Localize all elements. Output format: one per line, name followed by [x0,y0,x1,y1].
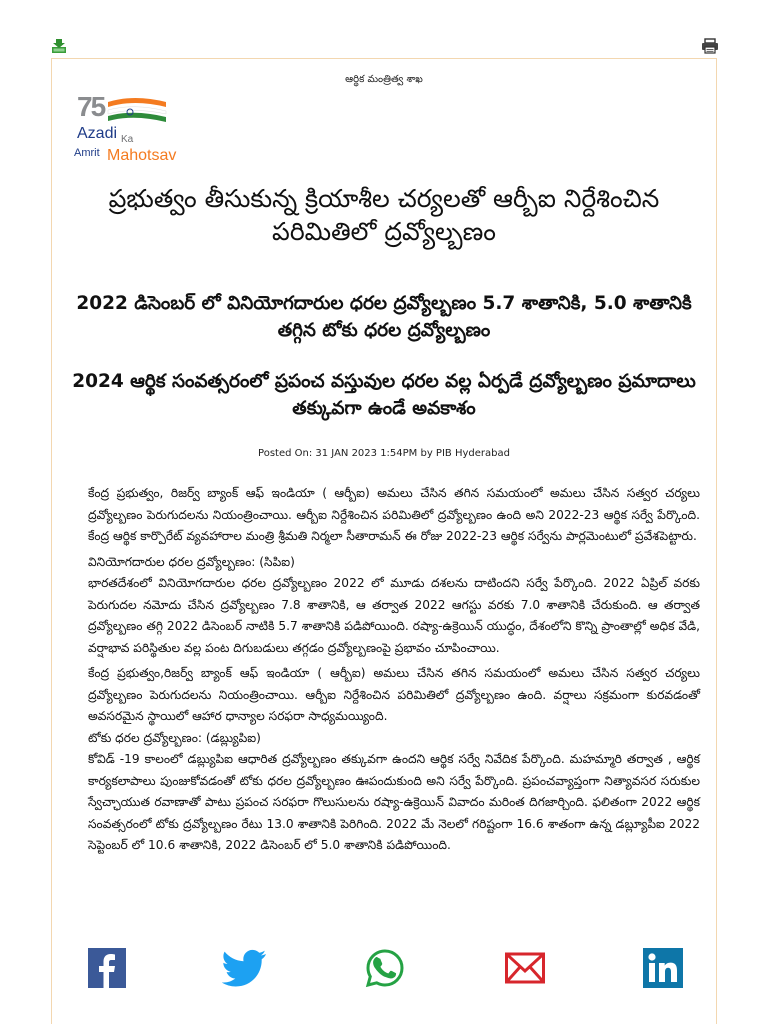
svg-text:Mahotsav: Mahotsav [107,147,177,164]
article-body [88,483,700,861]
azadi-ka-amrit-mahotsav-logo [74,90,199,166]
article-subtitle-2: 2024 ఆర్థిక సంవత్సరంలో ప్రపంచ వస్తువుల ధరల వల్ల ఏర్పడే ద్రవ్యోల్బణం ప్రమాదాలు తక్కువగా ఉండే అవకాశం [72,371,696,419]
section-heading-wpi: టోకు ధరల ద్రవ్యోల్బణం: (డబ్ల్యుపిఐ) [88,730,261,745]
paragraph-wpi: కోవిడ్ -19 కాలంలో డబ్ల్యుపిఐ ఆధారిత ద్రవ్యోల్బణం తక్కువగా ఉందని ఆర్థిక సర్వే నివేదిక పేర్కొంది. మహమ్మారి తర్వాత , ఆర్థిక కార్యకలాపాలు పుంజుకోవడంతో టోకు ధరల ద్రవ్యోల్బణం ఊపందుకుంది అని సర్వే పేర్కొంది. ప్రపంచవ్యాప్తంగా నిత్యావసర సరుకుల స్వేచ్ఛాయుత రవాణాతో పాటు ప్రపంచ సరఫరా గొలుసులను రష్యా-ఉక్రెయిన్ వివాదం మరింత దిగజార్చింది. ఫలితంగా 2022 ఆర్థిక సంవత్సరంలో టోకు ద్రవ్యోల్బణం రేటు 13.0 శాతానికి పెరిగింది. 2022 మే నెలలో గరిష్టంగా 16.6 శాతంగా ఉన్న డబ్ల్యూపీఐ 2022 సెప్టెంబర్ లో 10.6 శాతానికి, 2022 డిసెంబర్ లో 5.0 శాతానికి పడిపోయింది. [88,752,700,852]
ministry-name: ఆర్థిక మంత్రిత్వ శాఖ [345,74,423,85]
print-icon[interactable] [701,38,719,54]
whatsapp-icon[interactable] [365,948,405,988]
article-title: ప్రభుత్వం తీసుకున్న క్రియాశీల చర్యలతో ఆర్బీఐ నిర్దేశించిన పరిమితిలో ద్రవ్యోల్బణం [108,184,660,246]
linkedin-icon[interactable] [643,948,683,988]
svg-text:Amrit: Amrit [74,147,100,159]
download-icon[interactable] [51,38,67,54]
posted-on: Posted On: 31 JAN 2023 1:54PM by PIB Hyderabad [258,448,510,459]
email-icon[interactable] [505,948,545,988]
paragraph-cpi: భారతదేశంలో వినియోగదారుల ధరల ద్రవ్యోల్బణం 2022 లో మూడు దశలను దాటిందని సర్వే పేర్కొంది. 2022 ఏప్రిల్ వరకు పెరుగుదల నమోదు చేసిన ద్రవ్యోల్బణం 7.8 శాతానికి, ఆ తర్వాత 2022 ఆగస్టు వరకు 7.0 శాతానికి చేరుకుంది. ఆ తర్వాత ద్రవ్యోల్బణం తగ్గి 2022 డిసెంబర్ నాటికి 5.7 శాతానికి పడిపోయింది. రష్యా-ఉక్రెయిన్ యుద్ధం, దేశంలోని కొన్ని ప్రాంతాల్లో అధిక వేడి, వర్షాభావ పరిస్థితుల వల్ల పంట దిగుబడులు తగ్గడం ద్రవ్యోల్బణంపై ప్రభావం చూపించాయి. [88,576,700,655]
paragraph-intro: కేంద్ర ప్రభుత్వం, రిజర్వ్ బ్యాంక్ ఆఫ్ ఇండియా ( ఆర్బీఐ) అమలు చేసిన తగిన సమయంలో అమలు చేసిన సత్వర చర్యలు ద్రవ్యోల్బణం పెరుగుదలను నియంత్రించాయి. ఆర్బీఐ నిర్దేశించిన పరిమితిలో ద్రవ్యోల్బణం ఉంది అని 2022-23 ఆర్థిక సర్వే పేర్కొంది. కేంద్ర ఆర్థిక కార్పొరేట్ వ్యవహారాల మంత్రి శ్రీమతి నిర్మలా సీతారామన్ ఈ రోజు 2022-23 ఆర్థిక సర్వేను పార్లమెంటులో ప్రవేశపెట్టారు. [88,486,700,543]
paragraph-rbi-measures: కేంద్ర ప్రభుత్వం,రిజర్వ్ బ్యాంక్ ఆఫ్ ఇండియా ( ఆర్బీఐ) అమలు చేసిన తగిన సమయంలో అమలు చేసిన సత్వర చర్యలు ద్రవ్యోల్బణం పెరుగుదలను నియంత్రించాయి. ఆర్బీఐ నిర్దేశించిన పరిమితిలో ద్రవ్యోల్బణం ఉంది. వర్షాలు సక్రమంగా కురవడంతో అవసరమైన స్థాయిలో ఆహార ధాన్యాల సరఫరా సాధ్యమయ్యింది. [88,666,700,723]
facebook-icon[interactable] [88,948,126,988]
article-subtitle-1: 2022 డిసెంబర్ లో వినియోగదారుల ధరల ద్రవ్యోల్బణం 5.7 శాతానికి, 5.0 శాతానికి తగ్గిన టోకు ధరల ద్రవ్యోల్బణం [76,293,692,341]
section-heading-cpi: వినియోగదారుల ధరల ద్రవ్యోల్బణం: (సిపిఐ) [88,554,295,569]
toolbar [0,0,768,56]
svg-text:Ka: Ka [121,134,134,145]
twitter-icon[interactable] [222,948,268,988]
svg-text:75: 75 [77,91,105,122]
svg-text:Azadi: Azadi [77,125,118,142]
